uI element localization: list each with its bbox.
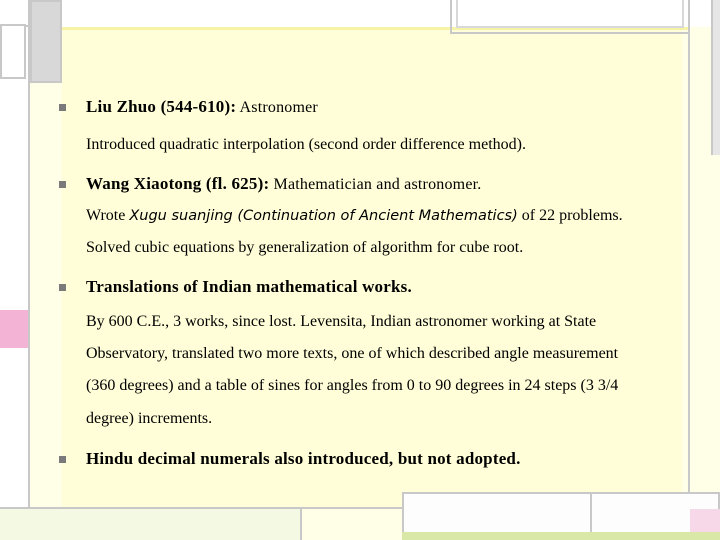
bullet-icon — [59, 181, 66, 188]
item-detail: Observatory, translated two more texts, one of which described angle measurement — [86, 345, 619, 362]
item-heading: Wang Xiaotong (fl. 625): Mathematician and astronomer. — [86, 174, 482, 193]
bullet-icon — [59, 284, 66, 291]
item-detail: Introduced quadratic interpolation (second order difference method). — [86, 136, 526, 153]
item-detail: Solved cubic equations by generalization of algorithm for cube root. — [86, 239, 524, 256]
item-detail: Wrote Xugu suanjing (Continuation of Ancient Mathematics) of 22 problems. — [86, 207, 623, 224]
item-detail: degree) increments. — [86, 410, 213, 427]
item-heading: Liu Zhuo (544-610): Astronomer — [86, 97, 318, 116]
item-detail: By 600 C.E., 3 works, since lost. Levensita, Indian astronomer working at State — [86, 313, 597, 330]
item-detail: (360 degrees) and a table of sines for angles from 0 to 90 degrees in 24 steps (3 3/4 — [86, 377, 619, 394]
item-heading: Translations of Indian mathematical works. — [86, 277, 412, 296]
bullet-icon — [59, 104, 66, 111]
bullet-icon — [59, 456, 66, 463]
item-heading: Hindu decimal numerals also introduced, but not adopted. — [86, 449, 521, 468]
item-heading-suffix: Astronomer — [236, 99, 318, 116]
book-title: Xugu suanjing (Continuation of Ancient Mathematics) — [129, 208, 518, 224]
item-heading-suffix: Mathematician and astronomer. — [269, 176, 482, 193]
